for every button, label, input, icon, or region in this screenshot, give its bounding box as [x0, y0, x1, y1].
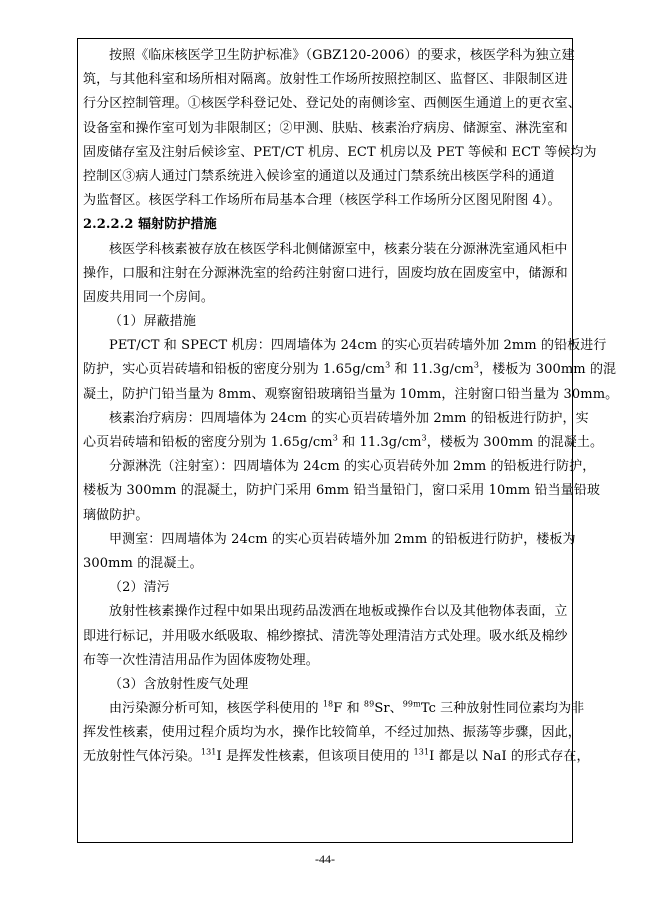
- text-line: 核医学科核素被存放在核医学科北侧储源室中，核素分装在分源淋洗室通风柜中: [109, 241, 568, 257]
- text-line: 分源淋洗（注射室）：四周墙体为 24cm 的实心页岩砖外加 2mm 的铅板进行防护，: [109, 459, 596, 475]
- text-line: 核素治疗病房：四周墙体为 24cm 的实心页岩砖墙外加 2mm 的铅板进行防护，实: [109, 410, 589, 426]
- text-line: （3）含放射性废气处理: [109, 676, 249, 692]
- paragraph: [83, 334, 619, 407]
- text-line: 筑，与其他科室和场所相对隔离。放射性工作场所按照控制区、监督区、非限制区进: [83, 72, 568, 88]
- text-line: 挥发性核素，使用过程介质均为水，操作比较简单，不经过加热、振荡等步骤，因此，: [83, 725, 581, 741]
- text-line: 300mm 的混凝土。: [83, 555, 203, 571]
- paragraph: [83, 238, 569, 311]
- text-line: 2.2.2.2 辐射防护措施: [83, 217, 217, 233]
- text-line: （2）清污: [109, 580, 170, 596]
- text-line: 防护，实心页岩砖墙和铅板的密度分别为 $1.65g/cm^3$ 和 $11.3g/cm^3$，楼板为 300mm 的混: [83, 361, 617, 378]
- text-line: 无放射性气体污染。$^{131}$I 是挥发性核素，但该项目使用的 $^{131}$I 都是以 NaI 的形式存在，: [83, 748, 590, 765]
- text-line: 甲测室：四周墙体为 24cm 的实心页岩砖墙外加 2mm 的铅板进行防护，楼板为: [109, 531, 576, 547]
- paragraph: [83, 673, 569, 697]
- page-number: -44-: [315, 852, 335, 866]
- paragraph: [83, 600, 569, 673]
- paragraph: [83, 697, 590, 770]
- paragraph: [83, 44, 597, 213]
- text-line: 布等一次性清洁用品作为固体废物处理。: [83, 652, 319, 668]
- text-line: 控制区③病人通过门禁系统进入候诊室的通道以及通过门禁系统出核医学科的通道: [83, 168, 555, 184]
- section-heading: [83, 213, 569, 237]
- paragraph: [83, 455, 600, 528]
- text-line: 固废储存室及注射后候诊室、PET/CT 机房、ECT 机房以及 PET 等候和 ECT 等候均为: [83, 144, 597, 160]
- text-line: 按照《临床核医学卫生防护标准》（GBZ120-2006）的要求，核医学科为独立建: [109, 48, 575, 63]
- text-line: 操作，口服和注射在分源淋洗室的给药注射窗口进行，固废均放在固废室中，储源和: [83, 265, 568, 281]
- text-line: PET/CT 和 SPECT 机房：四周墙体为 24cm 的实心页岩砖墙外加 2mm 的铅板进行: [109, 338, 607, 354]
- paragraph: [83, 310, 569, 334]
- text-line: 为监督区。核医学科工作场所布局基本合理（核医学科工作场所分区图见附图 4）。: [83, 193, 561, 209]
- text-line: 凝土，防护门铅当量为 8mm、观察窗铅玻璃铅当量为 10mm，注射窗口铅当量为 30mm。: [83, 386, 619, 402]
- text-line: 行分区控制管理。①核医学科登记处、登记处的南侧诊室、西侧医生通道上的更衣室、: [83, 96, 581, 112]
- document-body: [83, 44, 619, 770]
- text-line: 即进行标记，并用吸水纸吸取、棉纱擦拭、清洗等处理清洁方式处理。吸水纸及棉纱: [83, 628, 568, 644]
- paragraph: [83, 528, 576, 576]
- text-line: 璃做防护。: [83, 507, 149, 523]
- text-line: 由污染源分析可知，核医学科使用的 $^{18}$F 和 $^{89}$Sr、$^{99m}$Tc 三种放射性同位素均为非: [109, 699, 585, 717]
- text-line: （1）屏蔽措施: [109, 314, 196, 330]
- text-line: 心页岩砖墙和铅板的密度分别为 $1.65g/cm^3$ 和 $11.3g/cm^3$，楼板为 300mm 的混凝土。: [83, 433, 604, 450]
- text-line: 放射性核素操作过程中如果出现药品泼洒在地板或操作台以及其他物体表面，立: [109, 604, 568, 620]
- paragraph: [83, 407, 604, 455]
- paragraph: [83, 576, 569, 600]
- text-line: 楼板为 300mm 的混凝土，防护门采用 6mm 铅当量铅门，窗口采用 10mm 铅当量铅玻: [83, 483, 600, 499]
- text-line: 设备室和操作室可划为非限制区；②甲测、肤贴、核素治疗病房、储源室、淋洗室和: [83, 120, 568, 136]
- text-line: 固废共用同一个房间。: [83, 289, 215, 305]
